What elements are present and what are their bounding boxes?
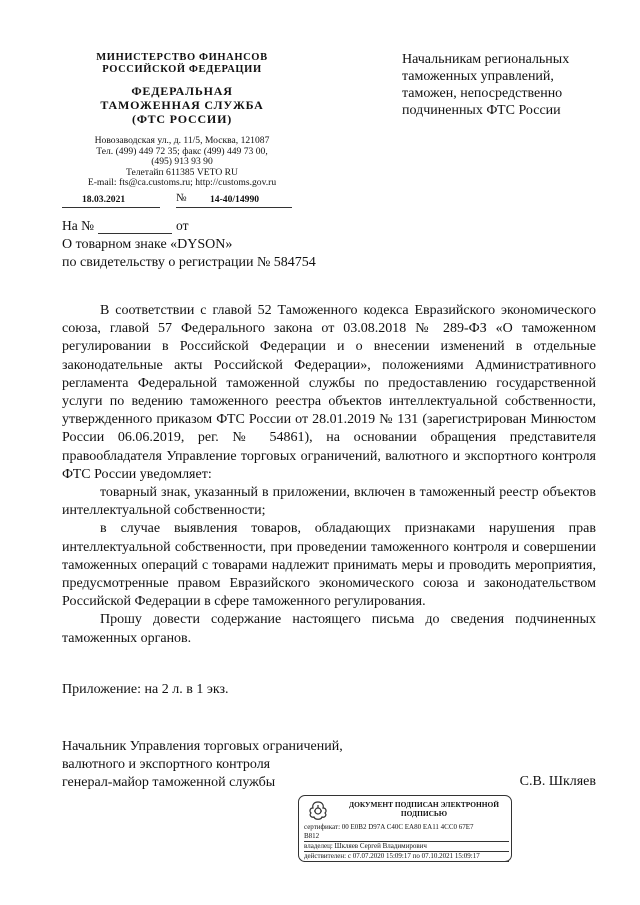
stamp-title: ДОКУМЕНТ ПОДПИСАН ЭЛЕКТРОННОЙ ПОДПИСЬЮ <box>349 800 499 818</box>
date-underline <box>62 207 160 208</box>
body-paragraph: Прошу довести содержание настоящего письма до сведения подчиненных таможенных органов. <box>62 612 596 646</box>
ministry-name: МИНИСТЕРСТВО ФИНАНСОВ РОССИЙСКОЙ ФЕДЕРАЦИИ <box>96 52 268 75</box>
attachment-note: Приложение: на 2 л. в 1 экз. <box>62 682 229 697</box>
reference-line: На № от <box>62 218 189 233</box>
letterhead <box>62 52 302 189</box>
letter-body <box>62 302 596 648</box>
contact-info: Новозаводская ул., д. 11/5, Москва, 121087 Тел. (499) 449 72 35; факс (499) 449 73 00, (495) 913 93 90 Телетайп 611385 VETO RU E-mail: fts@ca.customs.ru; http://customs.gov.ru <box>87 135 277 189</box>
body-paragraph: товарный знак, указанный в приложении, включен в таможенный реестр объектов интеллектуальной собственности; <box>62 485 596 519</box>
stamp-details <box>304 823 509 862</box>
service-name: ФЕДЕРАЛЬНАЯ ТАМОЖЕННАЯ СЛУЖБА (ФТС РОССИИ) <box>100 84 264 126</box>
body-paragraph: В соответствии с главой 52 Таможенного кодекса Евразийского экономического союза, главой 57 Федерального закона от 03.08.2018 № 289-ФЗ «О таможенном регулировании в Российской Федерации и о внесении изменений в отдельные законодательные акты Российской Федерации», положениями Административного регламента Федеральной таможенной службы по предоставлению государственной услуги по ведению таможенного реестра объектов интеллектуальной собственности, утвержденного приказом ФТС России от 28.01.2019 № 131 (зарегистрирован Минюстом России 06.06.2019, рег. № 54861), на основании обращения представителя правообладателя Управление торговых ограничений, валютного и экспортного контроля ФТС России уведомляет: <box>62 303 596 482</box>
reference-number-blank <box>98 221 172 234</box>
stamp-certificate-cont: B812 <box>304 832 509 842</box>
emblem-icon <box>305 799 331 821</box>
stamp-owner: владелец: Шкляев Сергей Владимирович <box>304 842 509 852</box>
signer-name: С.В. Шкляев <box>519 774 596 789</box>
signer-position: Начальник Управления торговых ограничений, валютного и экспортного контроля генерал-майор таможенной службы <box>62 739 343 790</box>
subject: О товарном знаке «DYSON» по свидетельству о регистрации № 584754 <box>62 237 316 270</box>
e-signature-stamp <box>298 795 512 862</box>
registration-number: 14-40/14990 <box>210 194 260 205</box>
stamp-certificate: сертификат: 00 E0B2 D97A C40C EA80 EA11 4CC0 67E7 <box>304 823 474 831</box>
addressee: Начальникам региональных таможенных управлений, таможен, непосредственно подчиненных ФТС России <box>402 52 570 118</box>
number-underline <box>176 207 292 208</box>
stamp-validity: действителен: с 07.07.2020 15:09:17 по 07.10.2021 15:09:17 <box>304 852 509 862</box>
registration-number-sign: № <box>176 192 187 204</box>
body-paragraph: в случае выявления товаров, обладающих признаками нарушения прав интеллектуальной собственности, при проведении таможенного контроля и совершении таможенных операций с товарами надлежит принимать меры и проводить мероприятия, предусмотренные правом Евразийского экономического союза и законодательством Российской Федерации в сфере таможенного регулирования. <box>62 521 596 610</box>
registration-date: 18.03.2021 <box>82 194 126 205</box>
